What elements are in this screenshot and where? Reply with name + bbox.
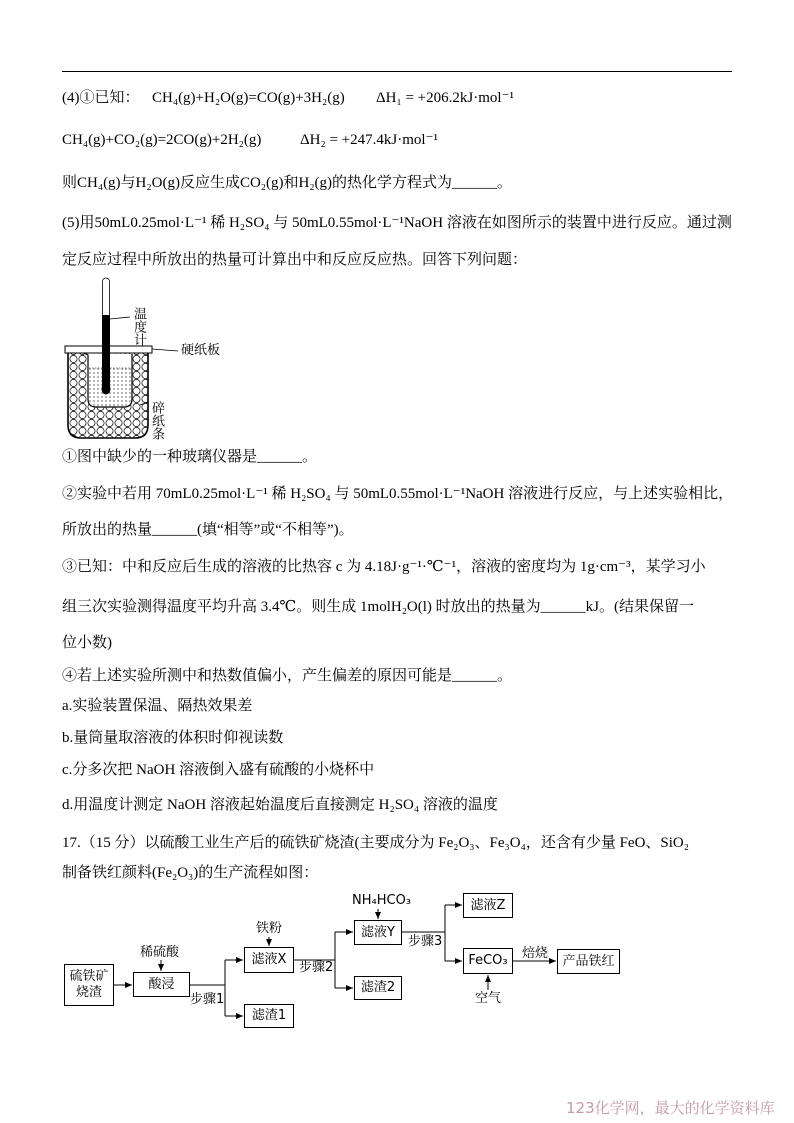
cardboard-label: 硬纸板 — [181, 343, 221, 358]
roast-label: 焙烧 — [522, 946, 549, 961]
node-filtrate-y — [354, 920, 402, 945]
part5-question-2-line-2: 所放出的热量______(填“相等”或“不相等”)。 — [62, 522, 354, 538]
part5-question-1: ①图中缺少的一种玻璃仪器是______。 — [62, 449, 318, 465]
option-b: b.量筒量取溶液的体积时仰视读数 — [62, 730, 284, 746]
node-residue-2-label: 滤渣2 — [360, 980, 396, 995]
node-filtrate-z-label: 滤液Z — [470, 897, 506, 913]
node-acid-leach — [133, 972, 190, 997]
node-filtrate-x — [244, 947, 294, 973]
part4-question: 则CH₄(g)与H₂O(g)反应生成CO₂(g)和H₂(g)的热化学方程式为______。 — [62, 175, 513, 191]
option-d: d.用温度计测定 NaOH 溶液起始温度后直接测定 H₂SO₄ 溶液的温度 — [62, 797, 498, 813]
node-feco3 — [463, 948, 513, 974]
thermometer-column — [102, 315, 110, 389]
header-rule — [62, 71, 732, 72]
reagent-dilute-sulfuric-acid: 稀硫酸 — [140, 945, 180, 960]
q17-line-1: 17.（15 分）以硫酸工业生产后的硫铁矿烧渣(主要成分为 Fe₂O₃、Fe₃O₄，还含有少量 FeO、SiO₂ — [62, 835, 689, 851]
shredded-paper-label: 碎纸条 — [149, 401, 164, 440]
part5-question-3-line-3: 位小数) — [62, 635, 112, 651]
node-filtrate-x-label: 滤液X — [251, 952, 287, 967]
option-a: a.实验装置保温、隔热效果差 — [62, 698, 253, 714]
part4-label: (4)①已知： — [62, 90, 140, 106]
part4-equation-1: CH₄(g)+H₂O(g)=CO(g)+3H₂(g) — [152, 90, 345, 106]
reagent-air: 空气 — [475, 991, 502, 1006]
step-1-label: 步骤1 — [190, 992, 225, 1007]
thermometer-bulb — [102, 384, 111, 395]
cardboard-leader-line — [152, 349, 178, 351]
node-raw-material-label: 硫铁矿烧渣 — [69, 969, 109, 1000]
part4-enthalpy-1: ΔH₁ = +206.2kJ·mol⁻¹ — [376, 90, 514, 106]
reagent-nh4hco3: NH₄HCO₃ — [352, 893, 412, 908]
thermometer-leader-line — [110, 317, 130, 319]
node-residue-1-label: 滤渣1 — [251, 1008, 287, 1023]
part5-question-4: ④若上述实验所测中和热数值偏小，产生偏差的原因可能是______。 — [62, 668, 513, 684]
part5-question-3-line-1: ③已知：中和反应后生成的溶液的比热容 c 为 4.18J·g⁻¹·℃⁻¹，溶液的密度均为 1g·cm⁻³，某学习小 — [62, 559, 706, 575]
node-product-iron-red — [557, 949, 620, 974]
step-3-label: 步骤3 — [408, 934, 443, 949]
node-raw-material — [64, 964, 114, 1006]
node-product-label: 产品铁红 — [562, 953, 615, 969]
node-residue-1 — [244, 1004, 294, 1028]
node-filtrate-z — [463, 893, 513, 918]
node-filtrate-y-label: 滤液Y — [361, 924, 395, 940]
step-2-label: 步骤2 — [299, 960, 334, 975]
part4-eq1-line — [62, 88, 732, 108]
part4-equation-2: CH₄(g)+CO₂(g)=2CO(g)+2H₂(g) — [62, 132, 262, 148]
node-acid-leach-label: 酸浸 — [148, 976, 175, 992]
node-residue-2 — [354, 976, 402, 1000]
part5-intro-line-2: 定反应过程中所放出的热量可计算出中和反应反应热。回答下列问题： — [62, 252, 528, 268]
option-c: c.分多次把 NaOH 溶液倒入盛有硫酸的小烧杯中 — [62, 762, 375, 778]
part4-enthalpy-2: ΔH₂ = +247.4kJ·mol⁻¹ — [300, 132, 438, 148]
part5-question-2-line-1: ②实验中若用 70mL0.25mol·L⁻¹ 稀 H₂SO₄ 与 50mL0.55mol·L⁻¹NaOH 溶液进行反应，与上述实验相比， — [62, 486, 734, 502]
thermometer-label: 温度计 — [131, 307, 146, 346]
footer-site-text: 123化学网，最大的化学资料库 — [566, 1099, 775, 1117]
q17-line-2: 制备铁红颜料(Fe₂O₃)的生产流程如图： — [62, 865, 319, 881]
part4-eq2-line — [62, 130, 732, 150]
flowchart-connectors — [60, 890, 640, 1040]
reagent-iron-powder: 铁粉 — [256, 921, 283, 936]
part5-intro-line-1: (5)用50mL0.25mol·L⁻¹ 稀 H₂SO₄ 与 50mL0.55mol·L⁻¹NaOH 溶液在如图所示的装置中进行反应。通过测 — [62, 215, 732, 231]
part5-question-3-line-2: 组三次实验测得温度平均升高 3.4℃。则生成 1molH₂O(l) 时放出的热量为______kJ。(结果保留一 — [62, 599, 695, 615]
node-feco3-label: FeCO₃ — [468, 953, 508, 968]
